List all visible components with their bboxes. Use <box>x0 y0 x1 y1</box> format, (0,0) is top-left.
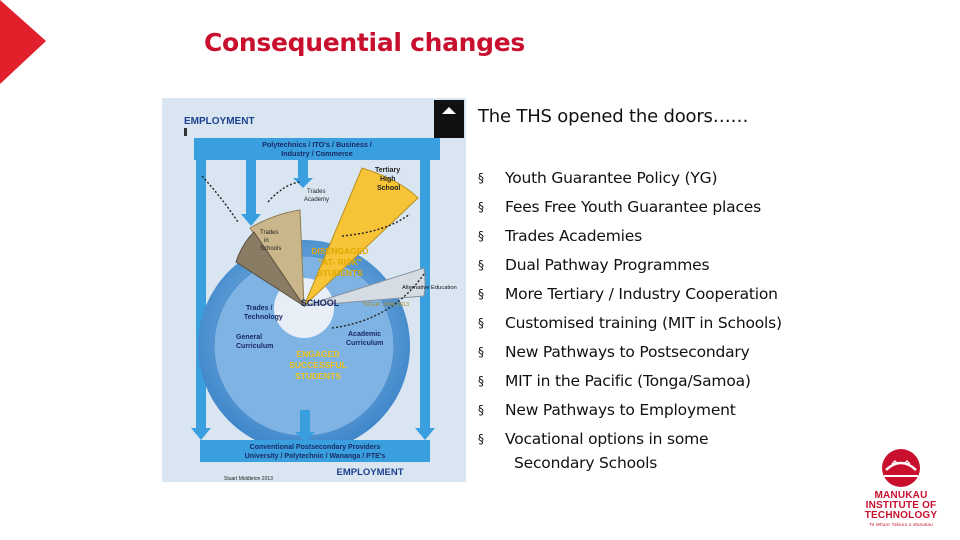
svg-text:ENGAGED: ENGAGED <box>296 349 340 359</box>
bullet-text: Dual Pathway Programmes <box>505 256 710 274</box>
bullet-text: Fees Free Youth Guarantee places <box>505 198 761 216</box>
bullet-text: Youth Guarantee Policy (YG) <box>505 169 718 187</box>
svg-text:Trades /: Trades / <box>246 305 273 312</box>
bullet-continuation: Secondary Schools <box>514 454 658 472</box>
svg-text:in: in <box>264 238 269 244</box>
bullet-list <box>478 166 782 456</box>
list-item <box>478 253 782 282</box>
list-item <box>478 311 782 340</box>
bullet-text: New Pathways to Employment <box>505 401 736 419</box>
svg-text:STUDENTS: STUDENTS <box>295 371 341 381</box>
diagram-top-employment-label: EMPLOYMENT <box>184 116 255 127</box>
svg-text:High: High <box>380 176 396 183</box>
bullet-marker: § <box>478 258 484 272</box>
svg-text:Schools: Schools <box>260 246 282 252</box>
bullet-marker: § <box>478 200 484 214</box>
svg-text:"NCEA" 2002-2013: "NCEA" 2002-2013 <box>362 302 410 308</box>
logo-line-1: MANUKAU <box>874 490 928 501</box>
bullet-text: Vocational options in some <box>505 430 709 448</box>
svg-text:University / Polytechnic / Wan: University / Polytechnic / Wananga / PTE's <box>244 453 386 460</box>
bullet-marker: § <box>478 316 484 330</box>
list-item <box>478 369 782 398</box>
svg-text:Trades: Trades <box>260 230 279 236</box>
list-item <box>478 427 782 456</box>
svg-text:Curriculum: Curriculum <box>346 340 384 347</box>
logo-tagline: Te Whare Takiura o Manukau <box>869 522 933 527</box>
logo-line-2: INSTITUTE OF <box>865 500 937 511</box>
slide-subtitle: The THS opened the doors…… <box>478 106 749 127</box>
svg-text:DISENGAGED: DISENGAGED <box>311 246 369 256</box>
bullet-marker: § <box>478 345 484 359</box>
bullet-marker: § <box>478 403 484 417</box>
svg-text:General: General <box>236 334 263 341</box>
list-item <box>478 224 782 253</box>
svg-text:"AT- RISK": "AT- RISK" <box>318 257 362 267</box>
bullet-marker: § <box>478 171 484 185</box>
svg-text:Technology: Technology <box>244 314 283 321</box>
bullet-text: More Tertiary / Industry Cooperation <box>505 285 778 303</box>
corner-triangle-decoration <box>0 0 48 84</box>
svg-text:Academic: Academic <box>348 331 382 338</box>
list-item <box>478 282 782 311</box>
svg-text:SCHOOL: SCHOOL <box>300 298 340 308</box>
list-item <box>478 166 782 195</box>
svg-text:Trades: Trades <box>307 189 326 195</box>
svg-text:EMPLOYMENT: EMPLOYMENT <box>336 467 404 478</box>
svg-text:Industry / Commerce: Industry / Commerce <box>281 149 353 158</box>
bullet-marker: § <box>478 374 484 388</box>
list-item <box>478 195 782 224</box>
diagram-top-marker <box>184 128 187 136</box>
pathways-diagram <box>162 98 466 482</box>
svg-text:School: School <box>377 185 401 192</box>
list-item <box>478 340 782 369</box>
bullet-text: Trades Academies <box>505 227 642 245</box>
svg-text:Stuart Middleton 2013: Stuart Middleton 2013 <box>224 476 273 482</box>
ths-logo-box <box>434 100 464 138</box>
svg-text:Curriculum: Curriculum <box>236 343 274 350</box>
bullet-text: New Pathways to Postsecondary <box>505 343 750 361</box>
svg-text:STUDENTS: STUDENTS <box>317 268 363 278</box>
svg-text:Academy: Academy <box>304 197 330 203</box>
bullet-marker: § <box>478 432 484 446</box>
svg-text:Tertiary: Tertiary <box>375 167 401 174</box>
bullet-marker: § <box>478 229 484 243</box>
svg-text:Alternative Education: Alternative Education <box>402 285 457 291</box>
svg-text:Conventional Postsecondary Pro: Conventional Postsecondary Providers <box>249 444 381 451</box>
bullet-text: MIT in the Pacific (Tonga/Samoa) <box>505 372 751 390</box>
svg-text:Polytechnics / ITO's / Busines: Polytechnics / ITO's / Business / <box>262 140 372 149</box>
bullet-marker: § <box>478 287 484 301</box>
list-item <box>478 398 782 427</box>
slide-title: Consequential changes <box>204 28 525 57</box>
svg-text:SUCCESSFUL: SUCCESSFUL <box>289 360 347 370</box>
logo-line-3: TECHNOLOGY <box>864 510 938 521</box>
bullet-text: Customised training (MIT in Schools) <box>505 314 782 332</box>
